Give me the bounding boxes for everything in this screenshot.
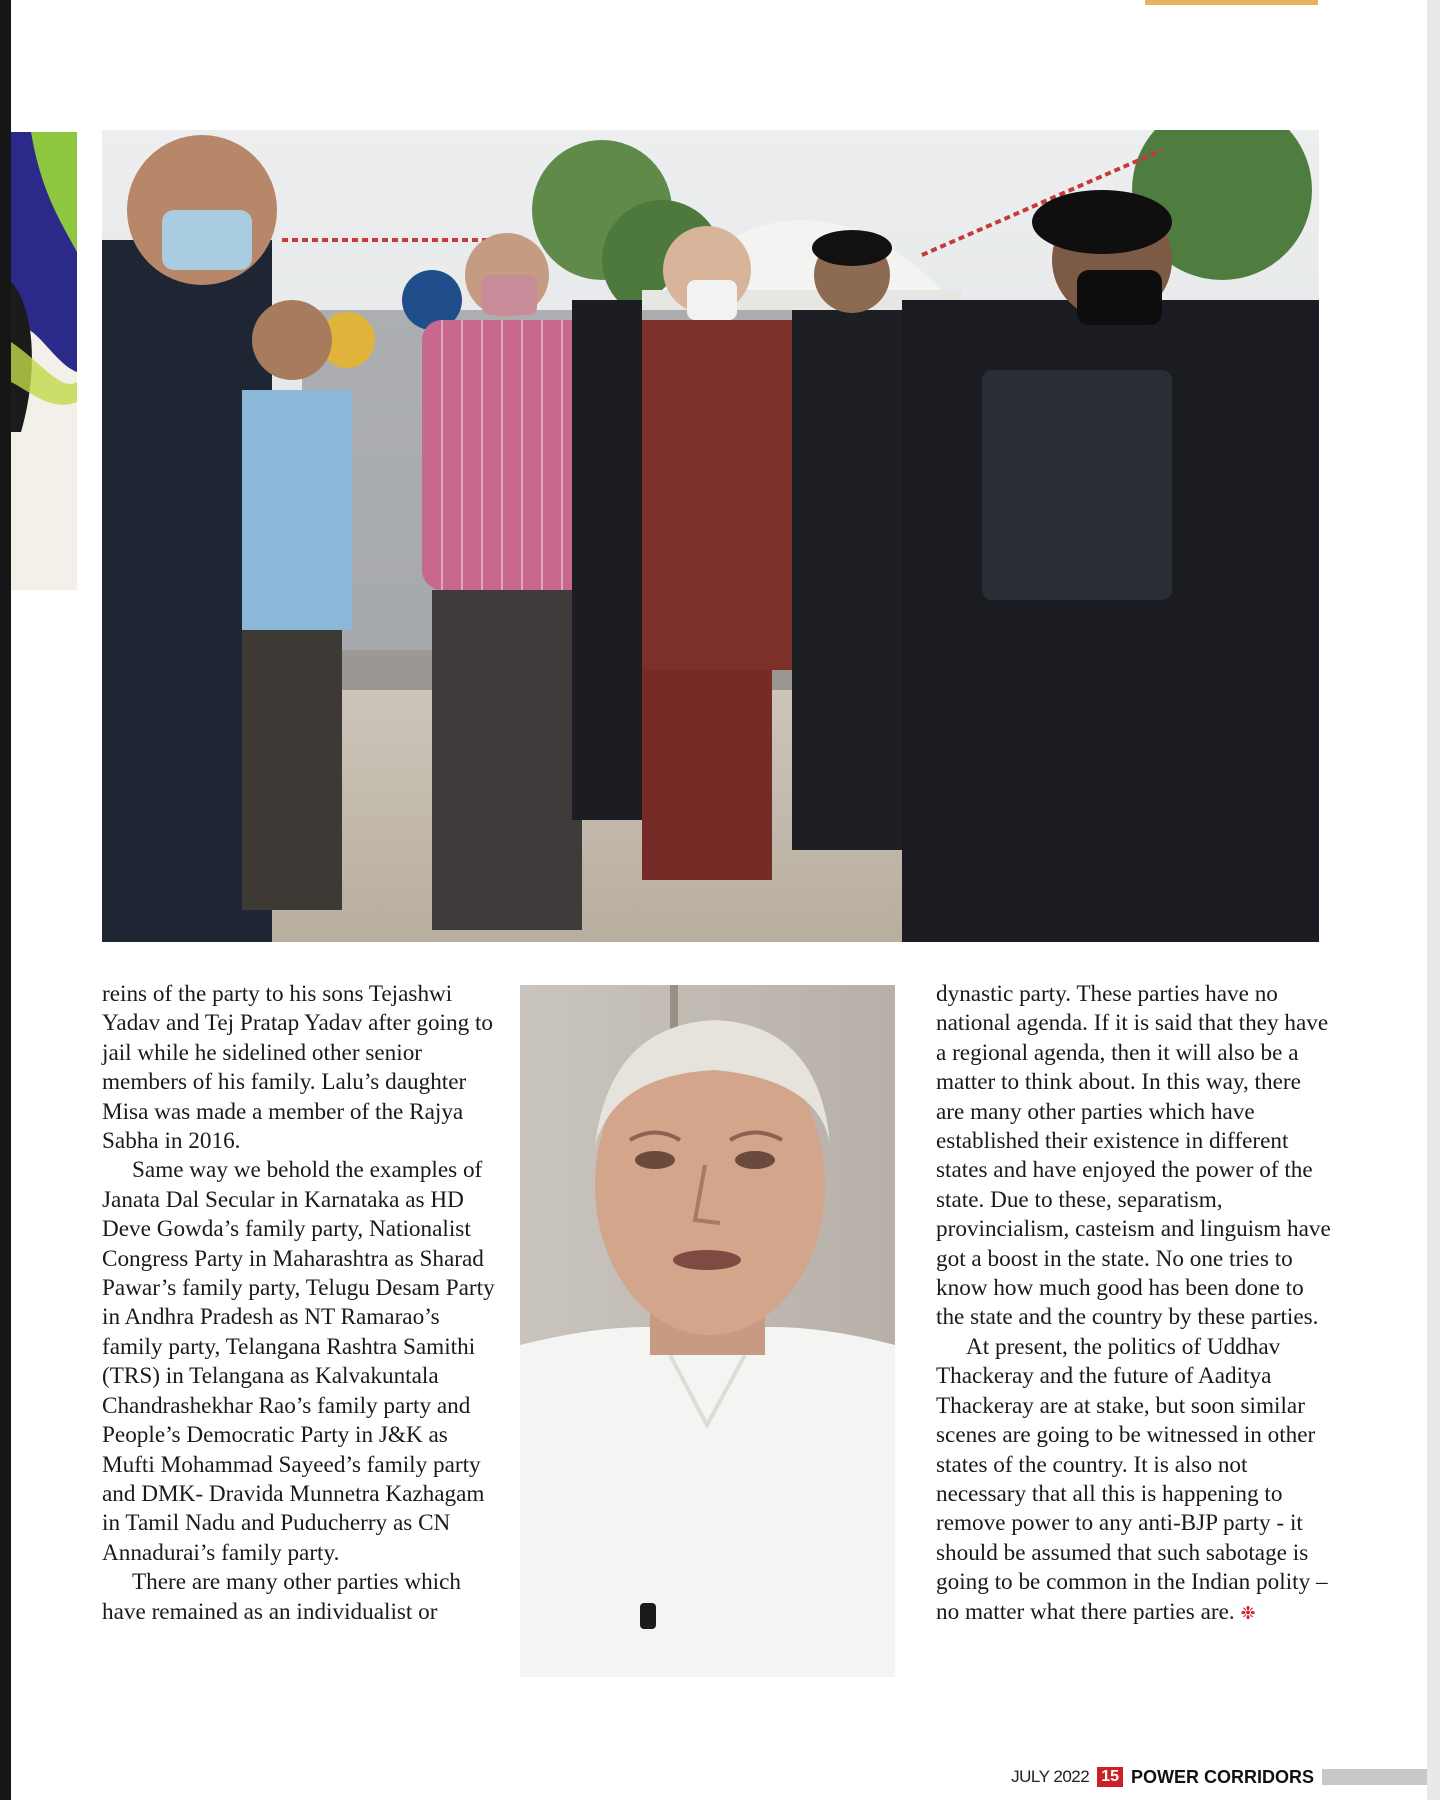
footer-bar xyxy=(1322,1769,1427,1785)
end-mark-icon: ❉ xyxy=(1240,1602,1256,1623)
article-column-left xyxy=(102,980,502,1627)
page-edge-left xyxy=(0,0,11,1800)
paragraph: reins of the party to his sons Tejashwi Yadav and Tej Pratap Yadav after going to jail while he sidelined other senior members of his family. Lalu’s daughter Misa was made a member of the Rajya Sabha in 2016. xyxy=(102,981,494,1155)
top-accent-bar xyxy=(1145,0,1318,5)
page-edge-right xyxy=(1427,0,1440,1800)
page-number-badge: 15 xyxy=(1097,1767,1123,1787)
paragraph: Same way we behold the examples of Janata Dal Secular in Karnataka as HD Deve Gowda’s family party, Nationalist Congress Party in Maharashtra as Sharad Pawar’s family party, Telugu Desam Party in Andhra Pradesh as NT Ramarao’s family party, Telangana Rashtra Samithi (TRS) in Telangana as Kalvakuntala Chandrashekhar Rao’s family party and People’s Democratic Party in J&K as Mufti Mohammad Sayeed’s family party and DMK- Dravida Munnetra Kazhagam in Tamil Nadu and Puducherry as CN Annadurai’s family party. xyxy=(102,1157,495,1566)
magazine-name: POWER CORRIDORS xyxy=(1130,1766,1314,1787)
paragraph-last xyxy=(936,1333,1331,1628)
paragraph-text: At present, the politics of Uddhav Thackeray and the future of Aaditya Thackeray are at stake, but soon similar scenes are going to be witnessed in other states of the country. It is also not necessary that all this is happening to remove power to any anti-BJP party - it should be assumed that such sabotage is going to be common in the Indian polity – no matter what there parties are. xyxy=(936,1333,1328,1625)
previous-page-photo-fragment xyxy=(11,132,77,590)
page-footer xyxy=(1011,1764,1427,1790)
portrait-photo xyxy=(520,985,895,1677)
group-photo xyxy=(102,130,1319,942)
article-column-right xyxy=(936,980,1331,1628)
footer-date: JULY 2022 xyxy=(1011,1767,1090,1786)
paragraph: dynastic party. These parties have no national agenda. If it is said that they have a regional agenda, then it will also be a matter to think about. In this way, there are many other parties which have established their existence in different states and have enjoyed the power of the state. Due to these, separatism, provincialism, casteism and linguism have got a boost in the state. No one tries to know how much good has been done to the state and the country by these parties. xyxy=(936,981,1331,1331)
paragraph: There are many other parties which have remained as an individualist or xyxy=(102,1569,461,1625)
